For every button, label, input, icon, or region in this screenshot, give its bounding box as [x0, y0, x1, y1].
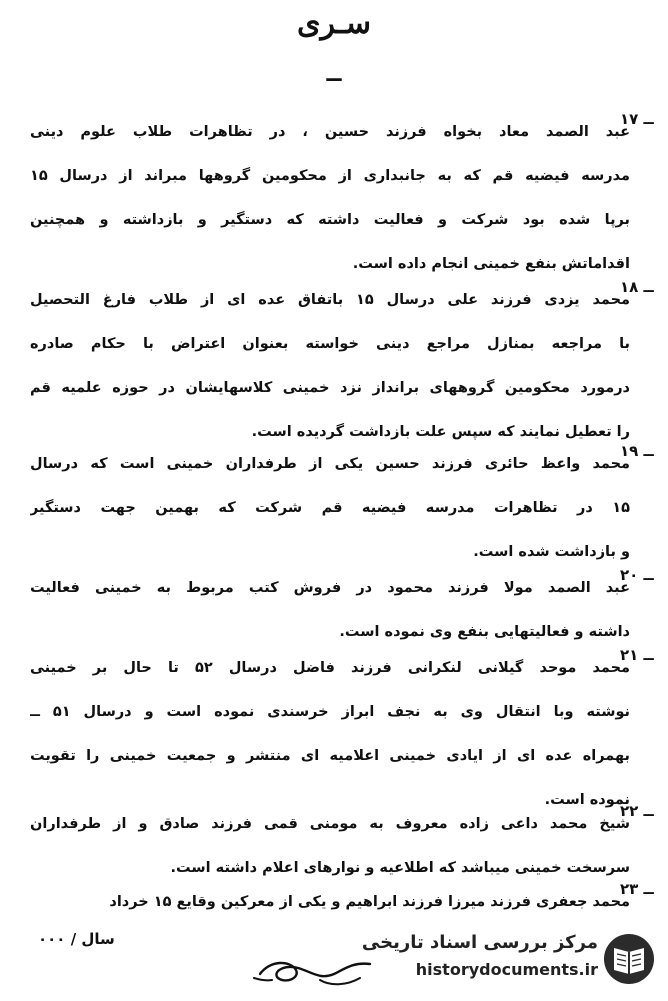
year-line: سال / ۰۰۰	[38, 930, 115, 948]
entry-line: و بازداشت شده است.	[473, 544, 630, 560]
entry-number: ۱۷ ــ	[620, 110, 654, 128]
entry-line: سرسخت خمینی میباشد که اطلاعیه و نوارهای اعلام داشته است.	[170, 860, 630, 876]
entry-line: اقداماتش بنفع خمینی انجام داده است.	[352, 256, 630, 272]
entry-number: ۱۸ ــ	[620, 278, 654, 296]
entry-line: داشته و فعالیتهایی بنفع وی نموده است.	[339, 624, 630, 640]
archive-logo	[360, 928, 660, 990]
entry-line: محمد یزدی فرزند علی درسال ۱۵ باتفاق عده ای از طلاب فارغ التحصیل	[30, 292, 630, 308]
entry-line: نموده است.	[544, 792, 630, 808]
book-emblem-icon	[602, 932, 656, 986]
logo-url: historydocuments.ir	[415, 960, 598, 979]
entry-line: با مراجعه بمنازل مراجع دینی خواسته بعنوان اعتراض با حکام صادره	[30, 336, 630, 352]
entry-line: شیخ محمد داعی زاده معروف به مومنی قمی فرزند صادق و از طرفداران	[30, 816, 630, 832]
entry-line: نوشته وبا انتقال وی به نجف ابراز خرسندی نموده است و درسال ۵۱ ــ	[30, 704, 630, 720]
logo-name: مرکز بررسی اسناد تاریخی	[361, 932, 598, 953]
classification-title: سـرى	[297, 6, 371, 41]
document-entry	[30, 880, 654, 924]
entry-line: عبد الصمد معاد بخواه فرزند حسین ، در تظاهرات طلاب علوم دینی	[30, 124, 630, 140]
document-entry	[30, 442, 654, 574]
entry-line: عبد الصمد مولا فرزند محمود در فروش کتب مربوط به خمینی فعالیت	[30, 580, 630, 596]
entry-line: محمد جعفری فرزند میرزا فرزند ابراهیم و یکی از معرکین وقایع ۱۵ خرداد	[109, 894, 630, 910]
entry-number: ۲۱ ــ	[620, 646, 654, 664]
entry-line: بهمراه عده ای از ایادی خمینی اعلامیه ای منتشر و جمعیت خمینی را تقویت	[30, 748, 630, 764]
entry-number: ۲۰ ــ	[620, 566, 654, 584]
entry-number: ۲۳ ــ	[620, 880, 654, 898]
document-entry	[30, 110, 654, 286]
entry-line: را تعطیل نمایند که سپس علت بازداشت گردیده است.	[251, 424, 630, 440]
entry-line: برپا شده بود شرکت و فعالیت داشته که دستگیر و بازداشته و همچنین	[30, 212, 630, 228]
title-separator: ــ	[326, 62, 342, 87]
entry-line: محمد موحد گیلانی لنکرانی فرزند فاضل درسال ۵۲ تا حال بر خمینی	[30, 660, 630, 676]
entry-number: ۲۲ ــ	[620, 802, 654, 820]
entry-line: ۱۵ در تظاهرات مدرسه فیضیه قم شرکت که بهمین جهت دستگیر	[30, 500, 630, 516]
entry-line: مدرسه فیضیه قم که به جانبداری از محکومین گروهها مبراند از درسال ۱۵	[30, 168, 630, 184]
document-entry	[30, 566, 654, 654]
entry-line: درمورد محکومین گروههای برانداز نزد خمینی کلاسهایشان در حوزه علمیه قم	[30, 380, 630, 396]
entry-line: محمد واعظ حائری فرزند حسین یکی از طرفداران خمینی است که درسال	[30, 456, 630, 472]
entry-number: ۱۹ ــ	[620, 442, 654, 460]
